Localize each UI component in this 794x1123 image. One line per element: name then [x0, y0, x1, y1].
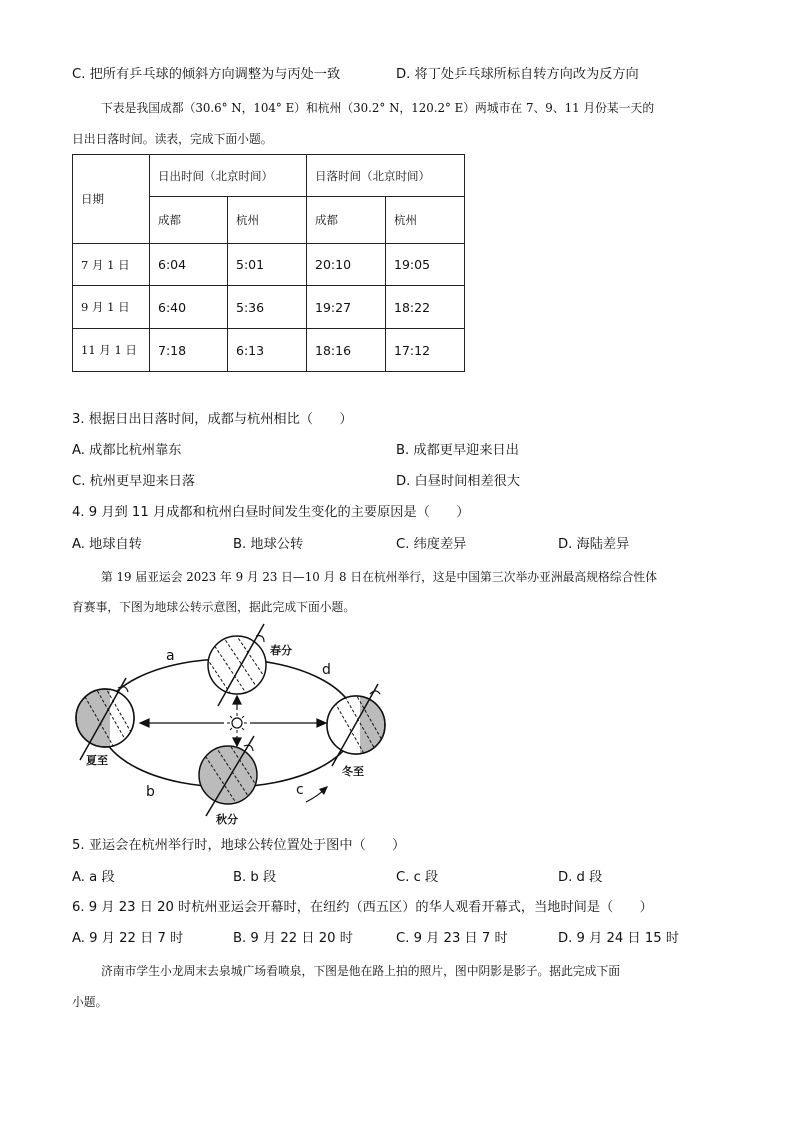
- summer-label: 夏至: [86, 754, 108, 767]
- intro1-line2: 日出日落时间。读表，完成下面小题。: [72, 132, 273, 146]
- cell: 6:13: [228, 329, 307, 372]
- cell: 17:12: [386, 329, 465, 372]
- intro1-line1: 下表是我国成都（30.6° N，104° E）和杭州（30.2° N，120.2° E）两城市在 7、9、11 月份某一天的: [101, 101, 655, 115]
- cell: 6:04: [150, 244, 228, 286]
- city-header: 杭州: [386, 197, 465, 244]
- table-row: [73, 244, 465, 286]
- row-date: 7 月 1 日: [73, 244, 150, 286]
- intro3-line1: 济南市学生小龙周末去泉城广场看喷泉，下图是他在路上拍的照片，图中阴影是影子。据此完成下面: [101, 964, 621, 978]
- q2-option-d: D. 将丁处乒乓球所标自转方向改为反方向: [396, 67, 639, 82]
- revolution-direction-arrow: [306, 786, 328, 802]
- q6-option-d: D. 9 月 24 日 15 时: [558, 931, 680, 946]
- earth-spring-equinox: [204, 624, 272, 720]
- segment-c-label: c: [296, 782, 304, 798]
- q3-option-a: A. 成都比杭州靠东: [72, 443, 182, 458]
- q4-option-c: C. 纬度差异: [396, 537, 467, 552]
- earth-revolution-diagram: [60, 618, 400, 830]
- q4-stem: 4. 9 月到 11 月成都和杭州白昼时间发生变化的主要原因是（ ）: [72, 505, 470, 520]
- date-header: 日期: [73, 155, 150, 244]
- intro3-line2: 小题。: [72, 995, 108, 1009]
- cell: 5:01: [228, 244, 307, 286]
- q4-option-d: D. 海陆差异: [558, 537, 630, 552]
- earth-winter-solstice: [320, 684, 390, 768]
- spring-label: 春分: [270, 644, 292, 657]
- cell: 18:22: [386, 286, 465, 329]
- cell: 19:05: [386, 244, 465, 286]
- q4-option-b: B. 地球公转: [233, 537, 304, 552]
- q6-option-a: A. 9 月 22 日 7 时: [72, 931, 184, 946]
- cell: 6:40: [150, 286, 228, 329]
- cell: 18:16: [307, 329, 386, 372]
- segment-d-label: d: [322, 662, 331, 678]
- row-date: 9 月 1 日: [73, 286, 150, 329]
- segment-a-label: a: [166, 648, 175, 664]
- q3-option-c: C. 杭州更早迎来日落: [72, 474, 196, 489]
- q5-option-c: C. c 段: [396, 870, 439, 885]
- q5-option-b: B. b 段: [233, 870, 277, 885]
- earth-summer-solstice: [76, 678, 140, 760]
- q5-stem: 5. 亚运会在杭州举行时，地球公转位置处于图中（ ）: [72, 838, 406, 853]
- q3-stem: 3. 根据日出日落时间，成都与杭州相比（ ）: [72, 412, 353, 427]
- cell: 20:10: [307, 244, 386, 286]
- cell: 7:18: [150, 329, 228, 372]
- q3-option-b: B. 成都更早迎来日出: [396, 443, 519, 458]
- q5-option-d: D. d 段: [558, 870, 603, 885]
- city-header: 成都: [150, 197, 228, 244]
- q3-option-d: D. 白昼时间相差很大: [396, 474, 521, 489]
- q6-stem: 6. 9 月 23 日 20 时杭州亚运会开幕时，在纽约（西五区）的华人观看开幕式，当地时间是（ ）: [72, 900, 653, 915]
- intro2-line2: 育赛事，下图为地球公转示意图，据此完成下面小题。: [72, 600, 356, 614]
- table-row: [73, 286, 465, 329]
- cell: 5:36: [228, 286, 307, 329]
- sunrise-header: 日出时间（北京时间）: [150, 155, 307, 197]
- city-header: 成都: [307, 197, 386, 244]
- segment-b-label: b: [146, 784, 155, 800]
- sunrise-sunset-table: [72, 154, 465, 372]
- q4-option-a: A. 地球自转: [72, 537, 142, 552]
- q6-option-c: C. 9 月 23 日 7 时: [396, 931, 508, 946]
- table-row: [73, 329, 465, 372]
- q5-option-a: A. a 段: [72, 870, 115, 885]
- winter-label: 冬至: [342, 765, 364, 778]
- row-date: 11 月 1 日: [73, 329, 150, 372]
- q2-option-c: C. 把所有乒乓球的倾斜方向调整为与丙处一致: [72, 67, 341, 82]
- autumn-label: 秋分: [216, 813, 238, 826]
- intro2-line1: 第 19 届亚运会 2023 年 9 月 23 日—10 月 8 日在杭州举行，这是中国第三次举办亚洲最高规格综合性体: [101, 570, 658, 584]
- city-header: 杭州: [228, 197, 307, 244]
- earth-autumn-equinox: [199, 730, 266, 818]
- cell: 19:27: [307, 286, 386, 329]
- q6-option-b: B. 9 月 22 日 20 时: [233, 931, 353, 946]
- sun-icon: [227, 713, 247, 733]
- sunset-header: 日落时间（北京时间）: [307, 155, 465, 197]
